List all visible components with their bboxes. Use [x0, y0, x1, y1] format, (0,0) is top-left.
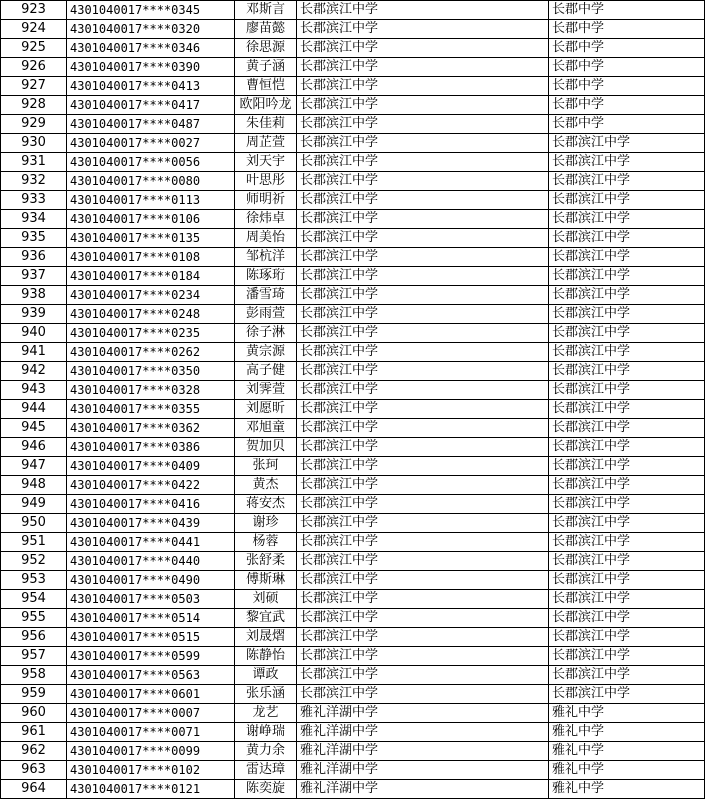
table-row — [1, 780, 705, 799]
student-name-cell: 黄杰 — [235, 476, 297, 495]
id-number-cell: 4301040017****0599 — [67, 647, 235, 666]
table-row — [1, 419, 705, 438]
admitted-school-cell: 长郡中学 — [549, 1, 705, 20]
id-number-cell: 4301040017****0362 — [67, 419, 235, 438]
student-name-cell: 陈琢珩 — [235, 267, 297, 286]
id-number-cell: 4301040017****0184 — [67, 267, 235, 286]
id-number-cell: 4301040017****0441 — [67, 533, 235, 552]
admitted-school-cell: 长郡中学 — [549, 20, 705, 39]
table-row — [1, 39, 705, 58]
id-number-cell: 4301040017****0007 — [67, 704, 235, 723]
table-row — [1, 210, 705, 229]
admitted-school-cell: 雅礼中学 — [549, 780, 705, 799]
row-number-cell: 935 — [1, 229, 67, 248]
student-name-cell: 黄宗源 — [235, 343, 297, 362]
school-cell: 长郡滨江中学 — [297, 381, 549, 400]
table-row — [1, 400, 705, 419]
admitted-school-cell: 长郡滨江中学 — [549, 248, 705, 267]
id-number-cell: 4301040017****0106 — [67, 210, 235, 229]
table-row — [1, 96, 705, 115]
student-name-cell: 刘霁萱 — [235, 381, 297, 400]
row-number-cell: 934 — [1, 210, 67, 229]
table-row — [1, 514, 705, 533]
admitted-school-cell: 长郡滨江中学 — [549, 153, 705, 172]
table-row — [1, 495, 705, 514]
table-row — [1, 115, 705, 134]
student-name-cell: 杨蓉 — [235, 533, 297, 552]
school-cell: 长郡滨江中学 — [297, 457, 549, 476]
id-number-cell: 4301040017****0113 — [67, 191, 235, 210]
school-cell: 长郡滨江中学 — [297, 58, 549, 77]
school-cell: 长郡滨江中学 — [297, 438, 549, 457]
school-cell: 长郡滨江中学 — [297, 286, 549, 305]
table-row — [1, 685, 705, 704]
school-cell: 雅礼洋湖中学 — [297, 742, 549, 761]
id-number-cell: 4301040017****0135 — [67, 229, 235, 248]
table-row — [1, 343, 705, 362]
student-name-cell: 周芷萱 — [235, 134, 297, 153]
admitted-school-cell: 长郡滨江中学 — [549, 533, 705, 552]
id-number-cell: 4301040017****0056 — [67, 153, 235, 172]
student-name-cell: 傅斯琳 — [235, 571, 297, 590]
table-row — [1, 248, 705, 267]
table-row — [1, 742, 705, 761]
row-number-cell: 944 — [1, 400, 67, 419]
id-number-cell: 4301040017****0440 — [67, 552, 235, 571]
admitted-school-cell: 长郡中学 — [549, 39, 705, 58]
student-name-cell: 谢珍 — [235, 514, 297, 533]
admitted-school-cell: 长郡滨江中学 — [549, 400, 705, 419]
id-number-cell: 4301040017****0108 — [67, 248, 235, 267]
school-cell: 长郡滨江中学 — [297, 39, 549, 58]
row-number-cell: 964 — [1, 780, 67, 799]
school-cell: 长郡滨江中学 — [297, 191, 549, 210]
student-name-cell: 周美怡 — [235, 229, 297, 248]
id-number-cell: 4301040017****0390 — [67, 58, 235, 77]
school-cell: 长郡滨江中学 — [297, 267, 549, 286]
admitted-school-cell: 长郡滨江中学 — [549, 685, 705, 704]
row-number-cell: 959 — [1, 685, 67, 704]
school-cell: 长郡滨江中学 — [297, 134, 549, 153]
id-number-cell: 4301040017****0355 — [67, 400, 235, 419]
id-number-cell: 4301040017****0515 — [67, 628, 235, 647]
admitted-school-cell: 长郡中学 — [549, 77, 705, 96]
table-row — [1, 533, 705, 552]
row-number-cell: 937 — [1, 267, 67, 286]
row-number-cell: 928 — [1, 96, 67, 115]
school-cell: 长郡滨江中学 — [297, 609, 549, 628]
admitted-school-cell: 长郡滨江中学 — [549, 457, 705, 476]
school-cell: 长郡滨江中学 — [297, 571, 549, 590]
table-row — [1, 20, 705, 39]
table-row — [1, 229, 705, 248]
table-row — [1, 286, 705, 305]
row-number-cell: 929 — [1, 115, 67, 134]
student-name-cell: 张舒柔 — [235, 552, 297, 571]
admitted-school-cell: 长郡中学 — [549, 115, 705, 134]
student-name-cell: 邹杭洋 — [235, 248, 297, 267]
table-row — [1, 590, 705, 609]
row-number-cell: 943 — [1, 381, 67, 400]
row-number-cell: 947 — [1, 457, 67, 476]
id-number-cell: 4301040017****0563 — [67, 666, 235, 685]
admitted-school-cell: 长郡滨江中学 — [549, 210, 705, 229]
row-number-cell: 956 — [1, 628, 67, 647]
id-number-cell: 4301040017****0413 — [67, 77, 235, 96]
row-number-cell: 955 — [1, 609, 67, 628]
school-cell: 长郡滨江中学 — [297, 20, 549, 39]
admitted-school-cell: 长郡滨江中学 — [549, 552, 705, 571]
table-row — [1, 761, 705, 780]
id-number-cell: 4301040017****0328 — [67, 381, 235, 400]
table-row — [1, 571, 705, 590]
table-row — [1, 134, 705, 153]
id-number-cell: 4301040017****0235 — [67, 324, 235, 343]
school-cell: 长郡滨江中学 — [297, 514, 549, 533]
table-row — [1, 267, 705, 286]
school-cell: 雅礼洋湖中学 — [297, 761, 549, 780]
id-number-cell: 4301040017****0350 — [67, 362, 235, 381]
row-number-cell: 954 — [1, 590, 67, 609]
admitted-school-cell: 长郡滨江中学 — [549, 666, 705, 685]
row-number-cell: 946 — [1, 438, 67, 457]
table-row — [1, 381, 705, 400]
admitted-school-cell: 长郡中学 — [549, 58, 705, 77]
row-number-cell: 960 — [1, 704, 67, 723]
id-number-cell: 4301040017****0071 — [67, 723, 235, 742]
admitted-school-cell: 长郡滨江中学 — [549, 609, 705, 628]
id-number-cell: 4301040017****0345 — [67, 1, 235, 20]
student-name-cell: 朱佳莉 — [235, 115, 297, 134]
row-number-cell: 941 — [1, 343, 67, 362]
row-number-cell: 961 — [1, 723, 67, 742]
admitted-school-cell: 雅礼中学 — [549, 723, 705, 742]
row-number-cell: 927 — [1, 77, 67, 96]
school-cell: 长郡滨江中学 — [297, 210, 549, 229]
admitted-school-cell: 长郡滨江中学 — [549, 229, 705, 248]
student-name-cell: 谢峥瑞 — [235, 723, 297, 742]
school-cell: 长郡滨江中学 — [297, 533, 549, 552]
admitted-school-cell: 长郡滨江中学 — [549, 495, 705, 514]
admitted-school-cell: 长郡滨江中学 — [549, 438, 705, 457]
student-name-cell: 贺加贝 — [235, 438, 297, 457]
admitted-school-cell: 长郡滨江中学 — [549, 514, 705, 533]
row-number-cell: 930 — [1, 134, 67, 153]
school-cell: 长郡滨江中学 — [297, 419, 549, 438]
table-row — [1, 457, 705, 476]
admitted-school-cell: 长郡滨江中学 — [549, 286, 705, 305]
table-row — [1, 77, 705, 96]
school-cell: 长郡滨江中学 — [297, 476, 549, 495]
student-name-cell: 徐思源 — [235, 39, 297, 58]
student-name-cell: 彭雨萱 — [235, 305, 297, 324]
admitted-school-cell: 长郡滨江中学 — [549, 362, 705, 381]
row-number-cell: 952 — [1, 552, 67, 571]
admitted-school-cell: 长郡中学 — [549, 96, 705, 115]
admitted-school-cell: 长郡滨江中学 — [549, 343, 705, 362]
id-number-cell: 4301040017****0102 — [67, 761, 235, 780]
school-cell: 长郡滨江中学 — [297, 77, 549, 96]
row-number-cell: 924 — [1, 20, 67, 39]
id-number-cell: 4301040017****0503 — [67, 590, 235, 609]
student-name-cell: 陈奕旋 — [235, 780, 297, 799]
school-cell: 长郡滨江中学 — [297, 400, 549, 419]
admitted-school-cell: 长郡滨江中学 — [549, 590, 705, 609]
student-name-cell: 张乐涵 — [235, 685, 297, 704]
id-number-cell: 4301040017****0234 — [67, 286, 235, 305]
id-number-cell: 4301040017****0417 — [67, 96, 235, 115]
student-name-cell: 欧阳吟龙 — [235, 96, 297, 115]
admitted-school-cell: 长郡滨江中学 — [549, 305, 705, 324]
student-name-cell: 黎宜武 — [235, 609, 297, 628]
table-row — [1, 723, 705, 742]
table-row — [1, 58, 705, 77]
id-number-cell: 4301040017****0121 — [67, 780, 235, 799]
roster-body — [1, 1, 705, 799]
table-row — [1, 552, 705, 571]
table-row — [1, 172, 705, 191]
student-name-cell: 蒋安杰 — [235, 495, 297, 514]
id-number-cell: 4301040017****0099 — [67, 742, 235, 761]
id-number-cell: 4301040017****0514 — [67, 609, 235, 628]
student-name-cell: 黄力余 — [235, 742, 297, 761]
id-number-cell: 4301040017****0386 — [67, 438, 235, 457]
row-number-cell: 923 — [1, 1, 67, 20]
student-name-cell: 叶思彤 — [235, 172, 297, 191]
school-cell: 长郡滨江中学 — [297, 96, 549, 115]
row-number-cell: 963 — [1, 761, 67, 780]
table-row — [1, 191, 705, 210]
id-number-cell: 4301040017****0490 — [67, 571, 235, 590]
row-number-cell: 948 — [1, 476, 67, 495]
student-name-cell: 谭政 — [235, 666, 297, 685]
student-name-cell: 徐炜卓 — [235, 210, 297, 229]
school-cell: 长郡滨江中学 — [297, 495, 549, 514]
table-row — [1, 305, 705, 324]
school-cell: 长郡滨江中学 — [297, 362, 549, 381]
admitted-school-cell: 长郡滨江中学 — [549, 191, 705, 210]
table-row — [1, 704, 705, 723]
row-number-cell: 951 — [1, 533, 67, 552]
id-number-cell: 4301040017****0080 — [67, 172, 235, 191]
school-cell: 长郡滨江中学 — [297, 229, 549, 248]
id-number-cell: 4301040017****0422 — [67, 476, 235, 495]
row-number-cell: 932 — [1, 172, 67, 191]
school-cell: 雅礼洋湖中学 — [297, 780, 549, 799]
student-name-cell: 陈静怡 — [235, 647, 297, 666]
school-cell: 长郡滨江中学 — [297, 305, 549, 324]
student-name-cell: 师明祈 — [235, 191, 297, 210]
id-number-cell: 4301040017****0416 — [67, 495, 235, 514]
row-number-cell: 936 — [1, 248, 67, 267]
row-number-cell: 940 — [1, 324, 67, 343]
id-number-cell: 4301040017****0027 — [67, 134, 235, 153]
row-number-cell: 933 — [1, 191, 67, 210]
table-row — [1, 628, 705, 647]
admitted-school-cell: 雅礼中学 — [549, 704, 705, 723]
id-number-cell: 4301040017****0320 — [67, 20, 235, 39]
admitted-school-cell: 长郡滨江中学 — [549, 324, 705, 343]
school-cell: 长郡滨江中学 — [297, 172, 549, 191]
table-row — [1, 324, 705, 343]
student-name-cell: 刘晟熠 — [235, 628, 297, 647]
school-cell: 长郡滨江中学 — [297, 248, 549, 267]
table-row — [1, 609, 705, 628]
row-number-cell: 950 — [1, 514, 67, 533]
table-row — [1, 666, 705, 685]
admitted-school-cell: 长郡滨江中学 — [549, 381, 705, 400]
admitted-school-cell: 雅礼中学 — [549, 761, 705, 780]
row-number-cell: 949 — [1, 495, 67, 514]
row-number-cell: 925 — [1, 39, 67, 58]
id-number-cell: 4301040017****0346 — [67, 39, 235, 58]
row-number-cell: 957 — [1, 647, 67, 666]
school-cell: 长郡滨江中学 — [297, 628, 549, 647]
admitted-school-cell: 长郡滨江中学 — [549, 134, 705, 153]
table-row — [1, 476, 705, 495]
row-number-cell: 931 — [1, 153, 67, 172]
school-cell: 长郡滨江中学 — [297, 552, 549, 571]
row-number-cell: 926 — [1, 58, 67, 77]
student-name-cell: 潘雪琦 — [235, 286, 297, 305]
school-cell: 雅礼洋湖中学 — [297, 704, 549, 723]
row-number-cell: 953 — [1, 571, 67, 590]
student-name-cell: 刘愿昕 — [235, 400, 297, 419]
student-name-cell: 龙艺 — [235, 704, 297, 723]
table-row — [1, 647, 705, 666]
school-cell: 长郡滨江中学 — [297, 343, 549, 362]
student-name-cell: 雷达璋 — [235, 761, 297, 780]
admitted-school-cell: 长郡滨江中学 — [549, 571, 705, 590]
table-row — [1, 153, 705, 172]
id-number-cell: 4301040017****0262 — [67, 343, 235, 362]
row-number-cell: 942 — [1, 362, 67, 381]
admitted-school-cell: 长郡滨江中学 — [549, 628, 705, 647]
row-number-cell: 962 — [1, 742, 67, 761]
id-number-cell: 4301040017****0248 — [67, 305, 235, 324]
admitted-school-cell: 长郡滨江中学 — [549, 647, 705, 666]
school-cell: 雅礼洋湖中学 — [297, 723, 549, 742]
admitted-school-cell: 长郡滨江中学 — [549, 267, 705, 286]
school-cell: 长郡滨江中学 — [297, 685, 549, 704]
student-name-cell: 高子健 — [235, 362, 297, 381]
student-name-cell: 邓旭童 — [235, 419, 297, 438]
school-cell: 长郡滨江中学 — [297, 1, 549, 20]
admitted-school-cell: 长郡滨江中学 — [549, 419, 705, 438]
admitted-school-cell: 长郡滨江中学 — [549, 172, 705, 191]
student-name-cell: 邓斯言 — [235, 1, 297, 20]
id-number-cell: 4301040017****0601 — [67, 685, 235, 704]
table-row — [1, 362, 705, 381]
student-name-cell: 廖苗懿 — [235, 20, 297, 39]
table-row — [1, 438, 705, 457]
student-name-cell: 刘硕 — [235, 590, 297, 609]
school-cell: 长郡滨江中学 — [297, 115, 549, 134]
id-number-cell: 4301040017****0487 — [67, 115, 235, 134]
school-cell: 长郡滨江中学 — [297, 324, 549, 343]
student-name-cell: 曹恒恺 — [235, 77, 297, 96]
school-cell: 长郡滨江中学 — [297, 153, 549, 172]
student-name-cell: 黄子涵 — [235, 58, 297, 77]
row-number-cell: 945 — [1, 419, 67, 438]
school-cell: 长郡滨江中学 — [297, 666, 549, 685]
admitted-school-cell: 长郡滨江中学 — [549, 476, 705, 495]
table-row — [1, 1, 705, 20]
student-name-cell: 徐子淋 — [235, 324, 297, 343]
student-name-cell: 刘天宇 — [235, 153, 297, 172]
row-number-cell: 939 — [1, 305, 67, 324]
row-number-cell: 938 — [1, 286, 67, 305]
school-cell: 长郡滨江中学 — [297, 647, 549, 666]
id-number-cell: 4301040017****0439 — [67, 514, 235, 533]
admitted-school-cell: 雅礼中学 — [549, 742, 705, 761]
id-number-cell: 4301040017****0409 — [67, 457, 235, 476]
student-name-cell: 张珂 — [235, 457, 297, 476]
row-number-cell: 958 — [1, 666, 67, 685]
school-cell: 长郡滨江中学 — [297, 590, 549, 609]
